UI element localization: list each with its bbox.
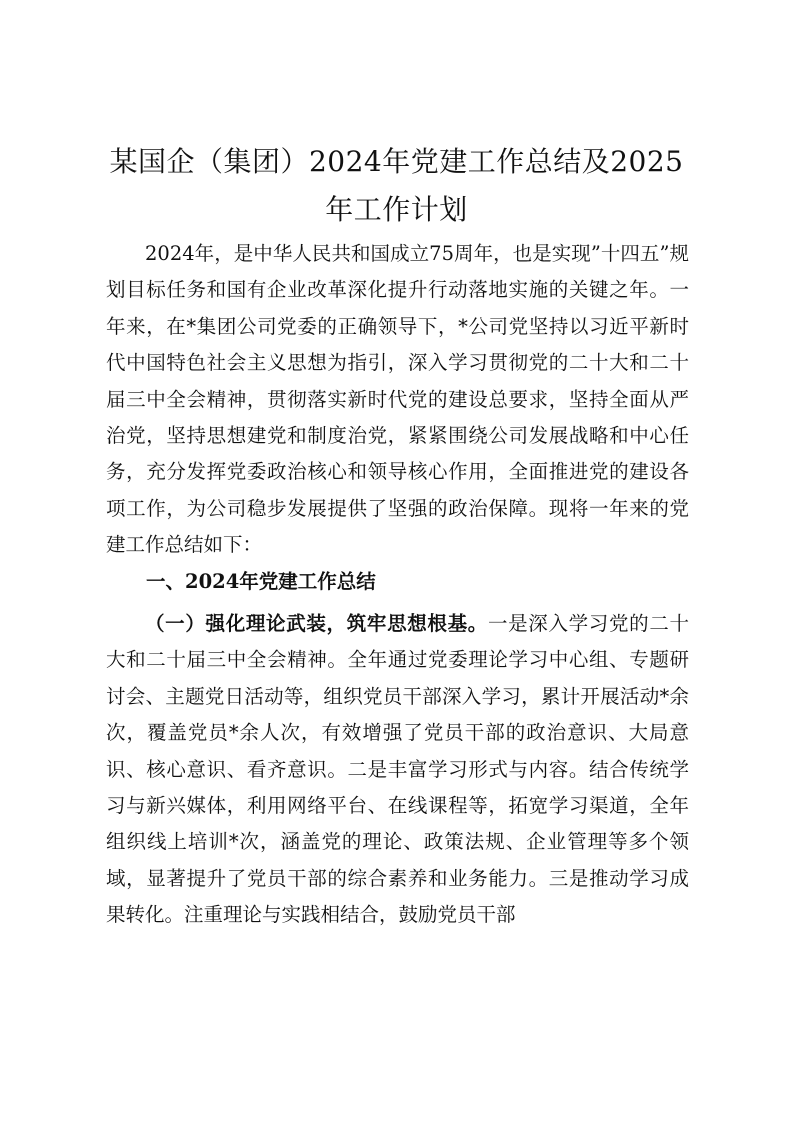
section-1-body: 一是深入学习党的二十大和二十届三中全会精神。全年通过党委理论学习中心组、专题研讨会、主题党日活动等，组织党员干部深入学习，累计开展活动*余次，覆盖党员*余人次，有效增强了党员干部的政治意识、大局意识、核心意识、看齐意识。二是丰富学习形式与内容。结合传统学习与新兴媒体，利用网络平台、在线课程等，拓宽学习渠道，全年组织线上培训*次，涵盖党的理论、政策法规、企业管理等多个领域，显著提升了党员干部的综合素养和业务能力。三是推动学习成果转化。注重理论与实践相结合，鼓励党员干部 [106,612,689,927]
document-title-line2: 年工作计划 [325,193,468,226]
intro-paragraph: 2024年，是中华人民共和国成立75周年，也是实现”十四五”规划目标任务和国有企业改革深化提升行动落地实施的关键之年。一年来，在*集团公司党委的正确领导下，*公司党坚持以习近平新时代中国特色社会主义思想为指引，深入学习贯彻党的二十大和二十届三中全会精神，贯彻落实新时代党的建设总要求，坚持全面从严治党，坚持思想建党和制度治党，紧紧围绕公司发展战略和中心任务，充分发挥党委政治核心和领导核心作用，全面推进党的建设各项工作，为公司稳步发展提供了坚强的政治保障。现将一年来的党建工作总结如下： [106,242,689,557]
section-heading-1: 一、2024年党建工作总结 [146,570,376,593]
section-1-paragraph [106,606,689,934]
subheading-1: （一）强化理论武装，筑牢思想根基。 [145,612,488,635]
document-title-line1: 某国企（集团）2024年党建工作总结及2025 [109,145,684,178]
